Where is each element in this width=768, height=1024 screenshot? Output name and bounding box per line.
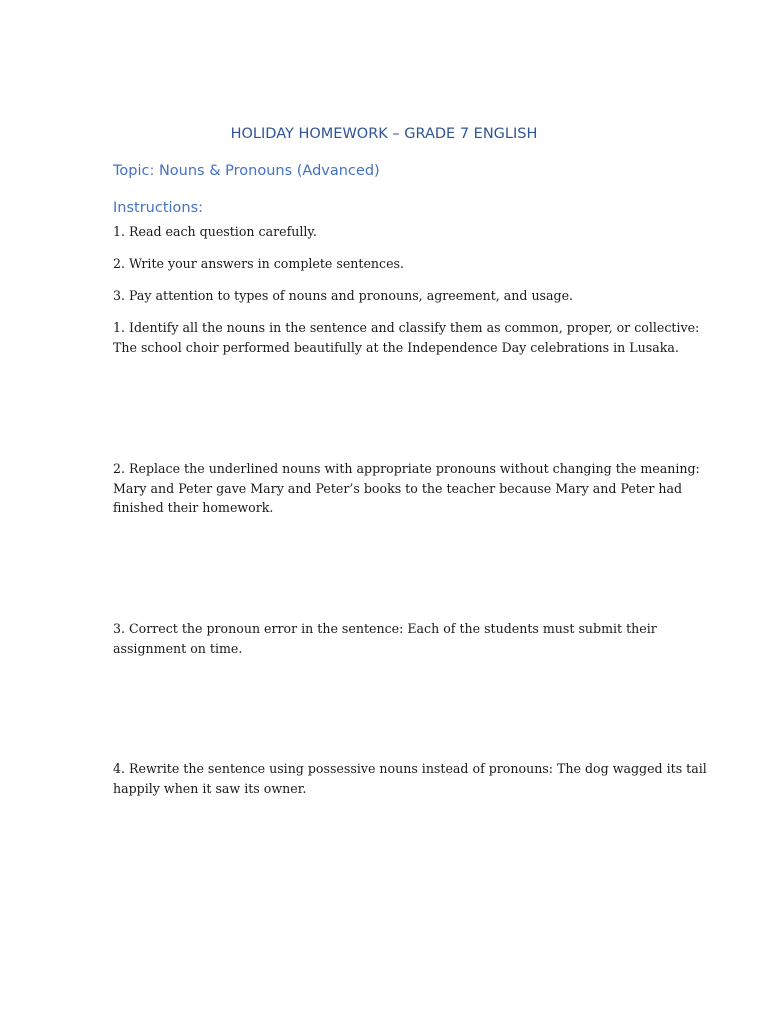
question-2 — [113, 459, 700, 518]
question-line: 2. Replace the underlined nouns with appropriate pronouns without changing the meaning: — [113, 461, 700, 476]
question-line: 1. Identify all the nouns in the sentence and classify them as common, proper, or collective: — [113, 320, 700, 335]
question-line: finished their homework. — [113, 500, 274, 515]
instruction-item: 2. Write your answers in complete sentences. — [113, 256, 404, 271]
question-line: assignment on time. — [113, 640, 243, 656]
instruction-item: 1. Read each question carefully. — [113, 224, 317, 239]
question-line: 3. Correct the pronoun error in the sentence: Each of the students must submit their — [113, 621, 657, 636]
question-line: 4. Rewrite the sentence using possessive nouns instead of pronouns: The dog wagged its tail — [113, 761, 707, 776]
instruction-item: 3. Pay attention to types of nouns and pronouns, agreement, and usage. — [113, 288, 574, 303]
question-line: Mary and Peter gave Mary and Peter’s books to the teacher because Mary and Peter had — [113, 480, 683, 496]
question-line: happily when it saw its owner. — [113, 780, 307, 796]
topic-heading: Topic: Nouns & Pronouns (Advanced) — [113, 163, 380, 179]
question-line: The school choir performed beautifully at the Independence Day celebrations in Lusaka. — [113, 339, 679, 355]
instructions-heading: Instructions: — [113, 200, 204, 216]
question-3 — [113, 619, 673, 658]
question-1 — [113, 318, 700, 357]
document-title: HOLIDAY HOMEWORK – GRADE 7 ENGLISH — [230, 126, 538, 142]
question-4 — [113, 759, 707, 798]
